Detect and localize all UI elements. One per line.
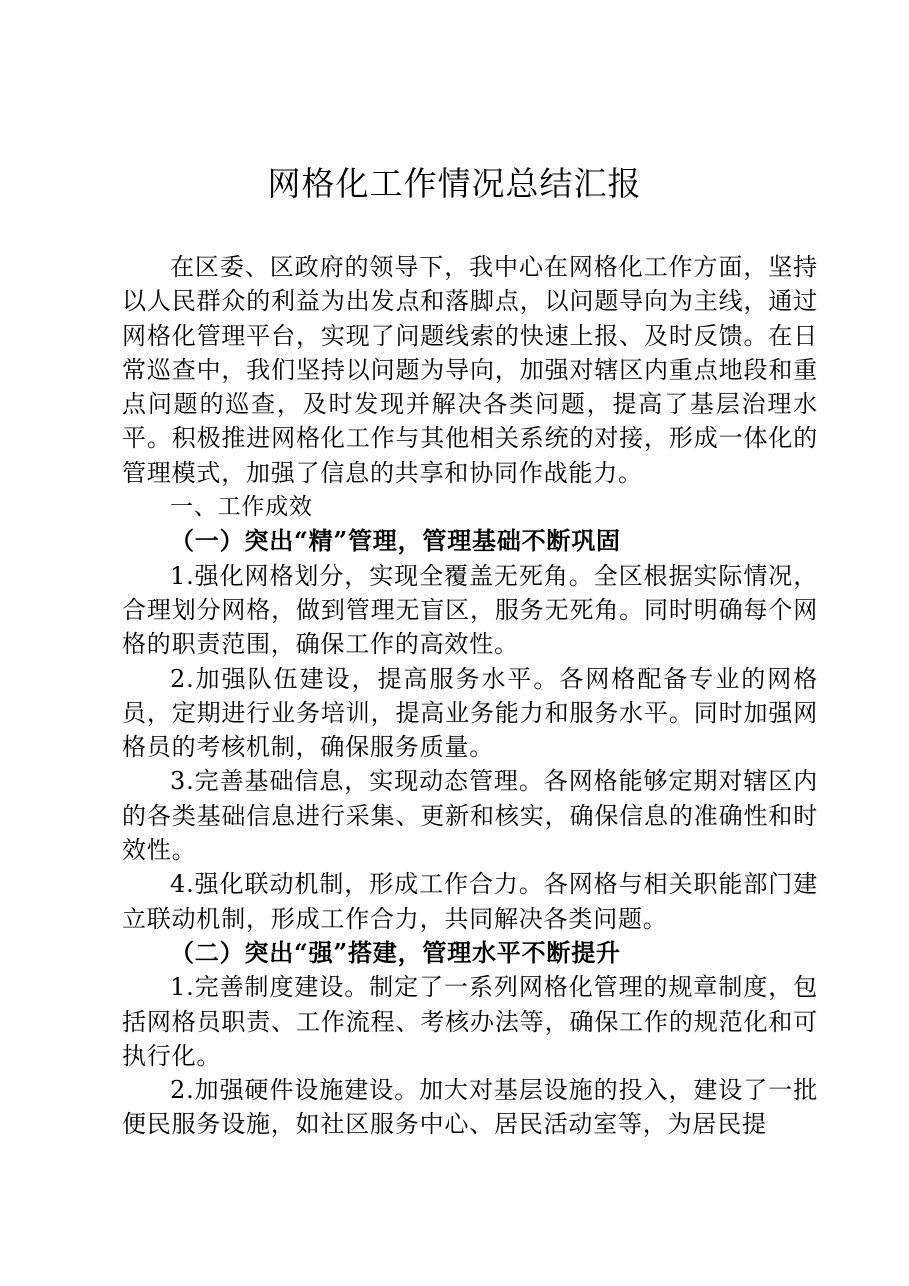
subsection-heading-2: （二）突出“强”搭建，管理水平不断提升: [170, 937, 621, 967]
intro-paragraph: 在区委、区政府的领导下，我中心在网格化工作方面，坚持以人民群众的利益为出发点和落脚点，以问题导向为主线，通过网格化管理平台，实现了问题线索的快速上报、及时反馈。在日常巡查中，我们坚持以问题为导向，加强对辖区内重点地段和重点问题的巡查，及时发现并解决各类问题，提高了基层治理水平。积极推进网格化工作与其他相关系统的对接，形成一体化的管理模式，加强了信息的共享和协同作战能力。: [122, 253, 818, 487]
list-item: 2.加强队伍建设，提高服务水平。各网格配备专业的网格员，定期进行业务培训，提高业务能力和服务水平。同时加强网格员的考核机制，确保服务质量。: [122, 664, 818, 762]
section-heading-achievements: 一、工作成效: [170, 494, 313, 521]
list-item: 2.加强硬件设施建设。加大对基层设施的投入，建设了一批便民服务设施，如社区服务中心、居民活动室等，为居民提: [122, 1076, 818, 1139]
list-item: 3.完善基础信息，实现动态管理。各网格能够定期对辖区内的各类基础信息进行采集、更新和核实，确保信息的准确性和时效性。: [122, 767, 818, 865]
list-item: 1.完善制度建设。制定了一系列网格化管理的规章制度，包括网格员职责、工作流程、考核办法等，确保工作的规范化和可执行化。: [122, 973, 818, 1070]
document-body: [122, 250, 818, 1142]
subsection-heading-1: （一）突出“精”管理，管理基础不断巩固: [170, 526, 621, 556]
document-title: 网格化工作情况总结汇报: [267, 164, 642, 203]
list-item: 4.强化联动机制，形成工作合力。各网格与相关职能部门建立联动机制，形成工作合力，共同解决各类问题。: [122, 870, 818, 933]
list-item: 1.强化网格划分，实现全覆盖无死角。全区根据实际情况，合理划分网格，做到管理无盲区，服务无死角。同时明确每个网格的职责范围，确保工作的高效性。: [122, 561, 818, 659]
